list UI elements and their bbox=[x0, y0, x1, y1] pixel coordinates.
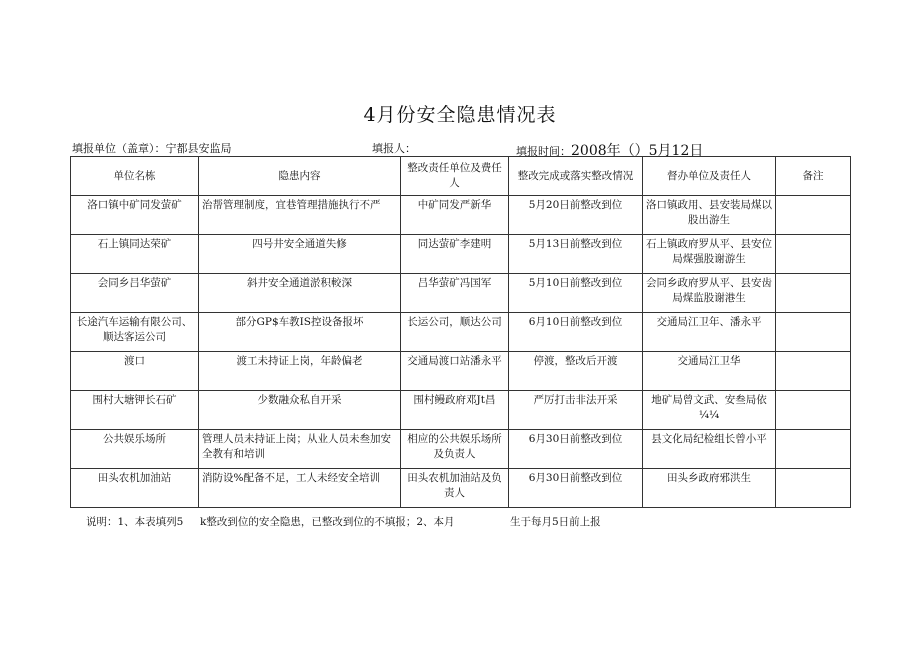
report-unit: 填报单位（盖章）：宁都县安监局 bbox=[72, 142, 232, 155]
cell-status: 5月13日前整改到位 bbox=[509, 235, 643, 274]
table-row bbox=[71, 430, 851, 469]
cell-unit: 田头农机加油站 bbox=[71, 469, 199, 508]
cell-status: 5月20日前整改到位 bbox=[509, 196, 643, 235]
cell-unit: 长途汽车运输有限公司、顺达客运公司 bbox=[71, 313, 199, 352]
cell-status: 严厉打击非法开采 bbox=[509, 391, 643, 430]
cell-supervisor: 会同乡政府罗从平、县安齿局煤监股谢港生 bbox=[643, 274, 776, 313]
cell-note bbox=[776, 196, 851, 235]
cell-hazard: 消防设%配备不足，工人未经安全培训 bbox=[199, 469, 401, 508]
table-row bbox=[71, 196, 851, 235]
cell-hazard: 部分GP$车教IS控设备报坏 bbox=[199, 313, 401, 352]
table-row bbox=[71, 235, 851, 274]
cell-note bbox=[776, 352, 851, 391]
cell-note bbox=[776, 235, 851, 274]
cell-responsible: 交通局渡口站潘永平 bbox=[401, 352, 509, 391]
cell-unit: 渡口 bbox=[71, 352, 199, 391]
column-header: 备注 bbox=[776, 157, 851, 196]
column-header: 隐患内容 bbox=[199, 157, 401, 196]
report-filler: 填报人： bbox=[372, 142, 416, 155]
cell-note bbox=[776, 469, 851, 508]
cell-note bbox=[776, 430, 851, 469]
cell-responsible: 吕华萤矿冯国军 bbox=[401, 274, 509, 313]
cell-status: 5月10日前整改到位 bbox=[509, 274, 643, 313]
cell-note bbox=[776, 391, 851, 430]
cell-unit: 会同乡吕华萤矿 bbox=[71, 274, 199, 313]
table-header-row bbox=[71, 157, 851, 196]
column-header: 单位名栋 bbox=[71, 157, 199, 196]
cell-responsible: 田头农机加油站及负责人 bbox=[401, 469, 509, 508]
cell-responsible: 中矿同发严新华 bbox=[401, 196, 509, 235]
column-header: 整改责任单位及费任人 bbox=[401, 157, 509, 196]
page-title: 4月份安全隐患情况表 bbox=[363, 104, 557, 126]
cell-status: 停渡，整改后开渡 bbox=[509, 352, 643, 391]
cell-status: 6月10日前整改到位 bbox=[509, 313, 643, 352]
cell-supervisor: 交通局江卫年、潘永平 bbox=[643, 313, 776, 352]
hazard-table bbox=[70, 156, 851, 508]
table-row bbox=[71, 352, 851, 391]
footnote-part-1: 说明：1、本表填列5 bbox=[86, 516, 184, 528]
report-time-value: 2008年（）5月12日 bbox=[571, 143, 704, 159]
cell-note bbox=[776, 274, 851, 313]
column-header: 督办单位及责任人 bbox=[643, 157, 776, 196]
cell-status: 6月30日前整改到位 bbox=[509, 430, 643, 469]
cell-supervisor: 县文化局纪检组长曾小平 bbox=[643, 430, 776, 469]
cell-hazard: 管理人员未持证上岗；从业人员未叁加安全教有和培训 bbox=[199, 430, 401, 469]
cell-unit: 洛口镇中矿同发萤矿 bbox=[71, 196, 199, 235]
cell-responsible: 长运公司，顺达公司 bbox=[401, 313, 509, 352]
cell-status: 6月30日前整改到位 bbox=[509, 469, 643, 508]
table-row bbox=[71, 469, 851, 508]
cell-hazard: 渡工未持证上岗，年龄偏老 bbox=[199, 352, 401, 391]
cell-unit: 石上镇同达荣矿 bbox=[71, 235, 199, 274]
table-row bbox=[71, 391, 851, 430]
footnote-part-3: 生于每月5日前上报 bbox=[510, 516, 601, 528]
cell-supervisor: 地矿局曾文武、安叁局依¼¼ bbox=[643, 391, 776, 430]
cell-responsible: 围村鳗政府邓Jt昌 bbox=[401, 391, 509, 430]
table-row bbox=[71, 274, 851, 313]
column-header: 整改完成或落实整改情况 bbox=[509, 157, 643, 196]
cell-supervisor: 交通局江卫华 bbox=[643, 352, 776, 391]
cell-responsible: 同达萤矿李建明 bbox=[401, 235, 509, 274]
cell-unit: 公共娱乐场所 bbox=[71, 430, 199, 469]
footnote-part-2: k整改到位的安全隐患，已整改到位的不填报；2、本月 bbox=[200, 516, 455, 528]
cell-hazard: 四号井安全通道失修 bbox=[199, 235, 401, 274]
cell-hazard: 治帮管理制度，宜巷管理措施执行不严 bbox=[199, 196, 401, 235]
cell-supervisor: 洛口镇政用、县安装局煤以股出游生 bbox=[643, 196, 776, 235]
report-time-label: 填报时间： bbox=[516, 145, 571, 158]
cell-note bbox=[776, 313, 851, 352]
cell-hazard: 少数融众私自开采 bbox=[199, 391, 401, 430]
cell-supervisor: 田头乡政府邪洪生 bbox=[643, 469, 776, 508]
cell-unit: 围村大塘钾长石矿 bbox=[71, 391, 199, 430]
table-row bbox=[71, 313, 851, 352]
cell-supervisor: 石上镇政府罗从平、县安位局煤强股谢游生 bbox=[643, 235, 776, 274]
cell-hazard: 斜井安全通道淤积較深 bbox=[199, 274, 401, 313]
cell-responsible: 相应的公共娱乐场所及负责人 bbox=[401, 430, 509, 469]
